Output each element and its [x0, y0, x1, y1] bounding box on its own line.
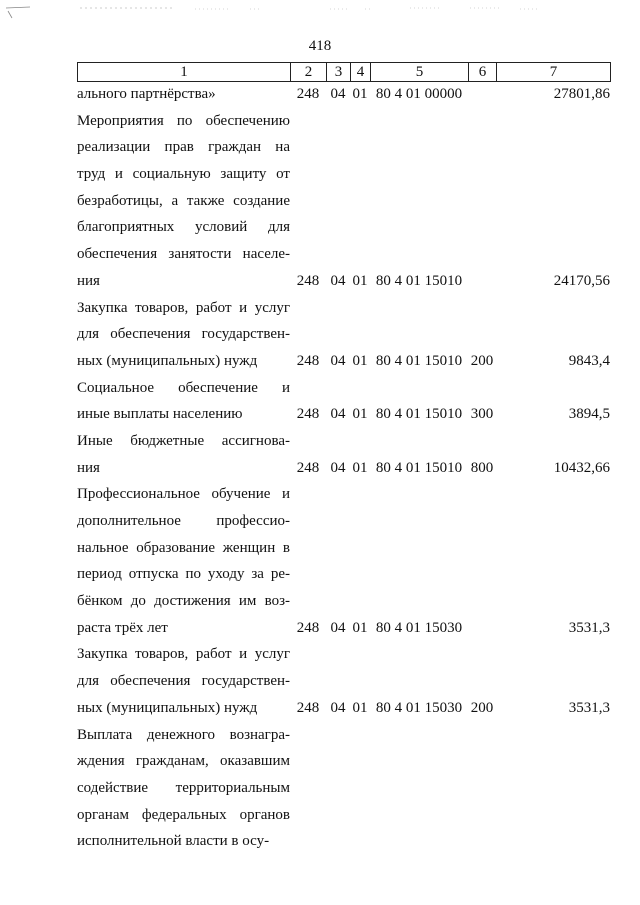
description-line: Закупка товаров, работ и услуг [77, 299, 290, 316]
description-line: ального партнёрства» [77, 86, 216, 102]
row-description [77, 428, 290, 481]
column-header-table [77, 62, 611, 82]
column-header-4: 4 [351, 63, 371, 82]
target-article-cell: 80 4 01 15010 [375, 406, 463, 423]
expense-type-cell: 300 [470, 406, 494, 423]
section-cell: 04 [330, 619, 346, 636]
subsection-cell [350, 828, 370, 855]
department-code-cell [290, 828, 326, 855]
target-article-cell: 80 4 01 15010 [375, 272, 463, 289]
column-header-1: 1 [78, 63, 291, 82]
table-row [77, 641, 612, 721]
row-description [77, 722, 290, 855]
description-line: раста трёх лет [77, 619, 168, 636]
row-description [77, 81, 290, 108]
page-number: 418 [308, 38, 332, 54]
description-line: реализации прав граждан на [77, 139, 290, 156]
amount-cell: 10432,66 [553, 459, 610, 476]
expense-type-cell: 200 [470, 699, 494, 716]
table-row [77, 428, 612, 481]
section-cell: 04 [330, 272, 346, 289]
department-code-cell: 248 [296, 699, 320, 716]
row-description [77, 375, 290, 428]
amount-cell: 3531,3 [568, 619, 610, 636]
department-code-cell: 248 [296, 619, 320, 636]
description-line: ждения гражданам, оказавшим [77, 753, 290, 770]
description-line: для обеспечения государствен- [77, 326, 290, 343]
section-cell: 04 [330, 406, 346, 423]
description-line: исполнительной власти в осу- [77, 833, 270, 850]
table-row [77, 295, 612, 375]
description-line: Иные бюджетные ассигнова- [77, 432, 290, 449]
table-row [77, 481, 612, 641]
column-header-6: 6 [469, 63, 497, 82]
description-line: дополнительное профессио- [77, 513, 290, 529]
amount-cell: 3531,3 [568, 699, 610, 716]
expense-type-cell: 200 [470, 352, 494, 369]
section-cell: 04 [330, 459, 346, 476]
target-article-cell: 80 4 01 15030 [375, 619, 463, 636]
column-header-5: 5 [371, 63, 469, 82]
description-line: обеспечения занятости населе- [77, 246, 290, 263]
subsection-cell: 01 [352, 352, 368, 369]
expense-type-cell [468, 268, 496, 295]
expense-type-cell: 800 [470, 459, 494, 476]
section-cell: 04 [330, 352, 346, 369]
description-line: период отпуска по уходу за ре- [77, 566, 290, 583]
section-cell: 04 [330, 699, 346, 716]
amount-cell: 3894,5 [568, 406, 610, 423]
description-line: для обеспечения государствен- [77, 673, 290, 690]
description-line: бёнком до достижения им воз- [77, 593, 290, 610]
amount-cell: 9843,4 [568, 352, 610, 369]
target-article-cell: 80 4 01 15010 [375, 352, 463, 369]
row-description [77, 481, 290, 641]
row-description [77, 295, 290, 375]
expense-type-cell [468, 81, 496, 108]
description-line: благоприятных условий для [77, 219, 290, 236]
subsection-cell: 01 [352, 406, 368, 423]
amount-cell: 27801,86 [553, 86, 610, 102]
description-line: Мероприятия по обеспечению [77, 112, 290, 129]
description-line: ных (муниципальных) нужд [77, 352, 258, 369]
amount-cell [496, 828, 610, 855]
table-row [77, 81, 612, 108]
description-line: труд и социальную защиту от [77, 166, 290, 183]
description-line: Закупка товаров, работ и услуг [77, 646, 290, 663]
description-line: Выплата денежного вознагра- [77, 726, 290, 743]
target-article-cell [370, 828, 468, 855]
amount-cell: 24170,56 [553, 272, 610, 289]
subsection-cell: 01 [352, 459, 368, 476]
department-code-cell: 248 [296, 86, 320, 102]
description-line: содействие территориальным [77, 779, 290, 796]
subsection-cell: 01 [352, 699, 368, 716]
row-description [77, 641, 290, 721]
table-row [77, 375, 612, 428]
subsection-cell: 01 [352, 272, 368, 289]
description-line: Социальное обеспечение и [77, 379, 290, 396]
target-article-cell: 80 4 01 15010 [375, 459, 463, 476]
description-line: Профессиональное обучение и [77, 486, 290, 503]
target-article-cell: 80 4 01 15030 [375, 699, 463, 716]
column-header-7: 7 [497, 63, 611, 82]
description-line: органам федеральных органов [77, 806, 290, 823]
section-cell [326, 828, 350, 855]
row-description [77, 108, 290, 295]
department-code-cell: 248 [296, 352, 320, 369]
department-code-cell: 248 [296, 459, 320, 476]
scan-artifact-strip [0, 0, 640, 20]
table-row [77, 722, 612, 855]
subsection-cell: 01 [352, 619, 368, 636]
description-line: ния [77, 272, 100, 289]
description-line: нальное образование женщин в [77, 539, 290, 556]
description-line: ния [77, 459, 100, 476]
column-header-3: 3 [327, 63, 351, 82]
target-article-cell: 80 4 01 00000 [375, 86, 463, 102]
description-line: безработицы, а также создание [77, 192, 290, 209]
subsection-cell: 01 [352, 86, 368, 102]
description-line: иные выплаты населению [77, 406, 243, 423]
department-code-cell: 248 [296, 406, 320, 423]
department-code-cell: 248 [296, 272, 320, 289]
budget-table-body [77, 81, 612, 855]
section-cell: 04 [330, 86, 346, 102]
expense-type-cell [468, 615, 496, 642]
description-line: ных (муниципальных) нужд [77, 699, 258, 716]
expense-type-cell [468, 828, 496, 855]
table-row [77, 108, 612, 295]
column-header-2: 2 [291, 63, 327, 82]
